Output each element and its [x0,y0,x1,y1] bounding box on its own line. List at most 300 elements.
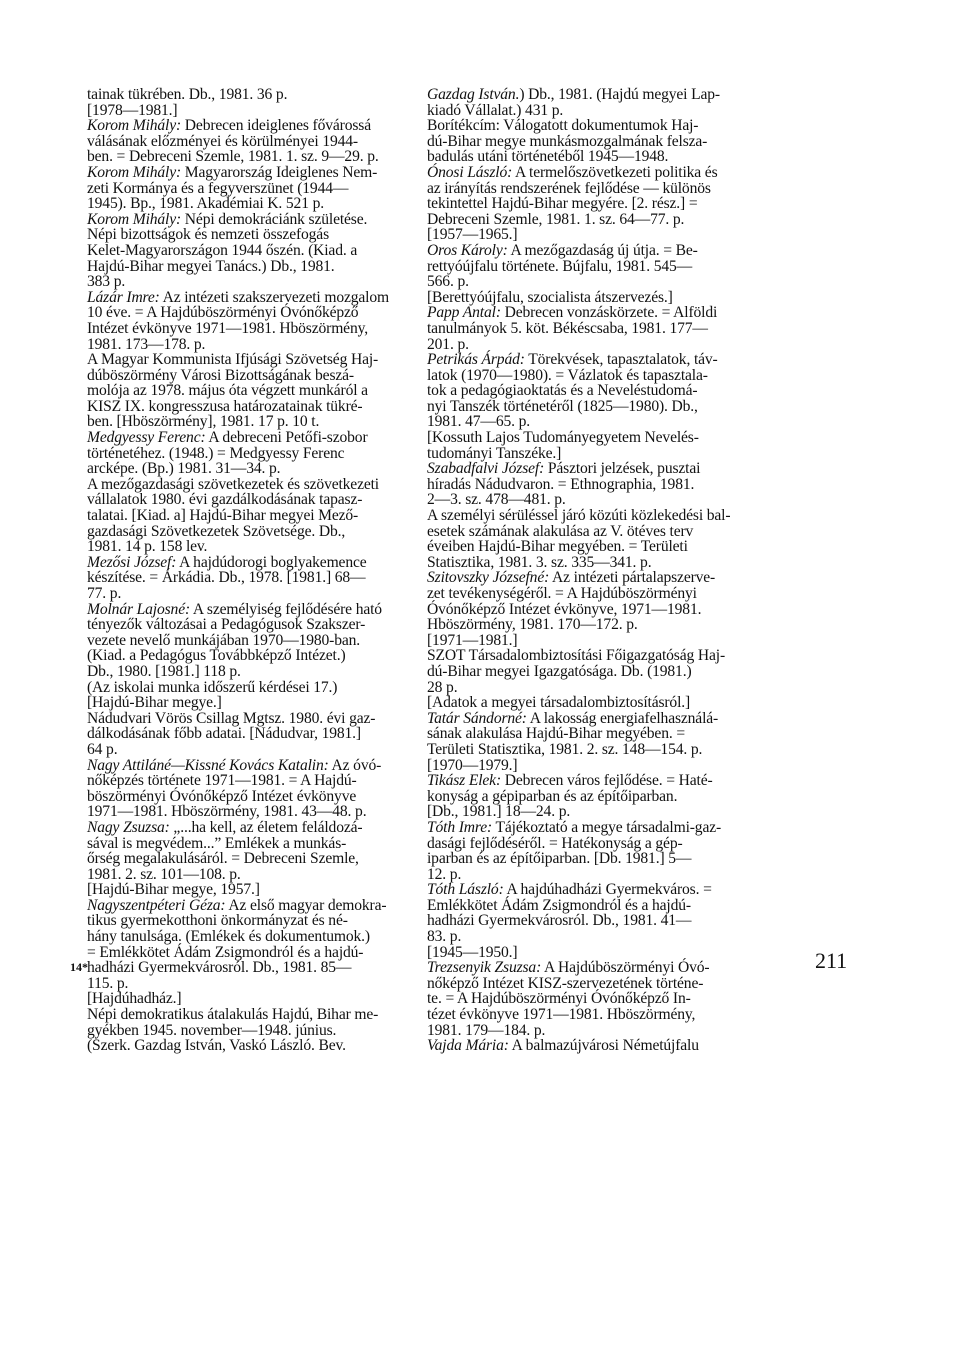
entry-text: (Szerk. Gazdag István, Vaskó László. Bev. [87,1037,346,1055]
bibliography-entry [427,882,765,960]
entry-text: Az első magyar demokra- [225,896,387,914]
entry-text: 64 p. [87,740,118,758]
entry-author: Tatár Sándorné: [427,709,527,727]
entry-line [87,195,425,213]
bibliography-entry [87,555,425,602]
entry-line [87,1006,425,1024]
entry-text: [1978—1981.] [87,101,178,119]
entry-text: 10 éve. = A Hajdúböszörményi Óvónőképző [87,304,359,322]
entry-line [427,413,765,431]
entry-line [87,600,425,618]
entry-author: Korom Mihály: [87,117,182,135]
entry-text: (Az iskolai munka időszerű kérdései 17.) [87,678,338,696]
entry-line [87,273,425,291]
entry-text: tok a pedagógiaoktatás és a Neveléstudomá- [427,382,698,400]
entry-line [427,241,765,259]
entry-line [427,335,765,353]
signature-mark: 14* [70,960,88,974]
entry-text: őrség megalakulásáról. = Debreceni Szemle, [87,850,359,868]
entry-text: Statisztika, 1981. 3. sz. 335—341. p. [427,553,652,571]
left-column [87,87,425,1054]
entry-text: 1981. 179—184. p. [427,1021,546,1039]
entry-text: [Berettyóújfalu, szocialista átszervezés.] [427,288,673,306]
entry-line [87,226,425,244]
entry-line [87,803,425,821]
entry-text: tainak tükrében. Db., 1981. 36 p. [87,86,288,103]
entry-text: Debrecen vonzáskörzete. = Alföldi [500,304,718,322]
bibliography-entry [87,118,425,165]
entry-line [427,382,765,400]
entry-line [427,850,765,868]
entry-line [87,351,425,369]
entry-text: [Hajdú-Bihar megye.] [87,694,222,712]
entry-line [427,865,765,883]
entry-text: A Magyar Kommunista Ifjúsági Szövetség Haj- [87,351,379,369]
entry-line [427,694,765,712]
right-column [427,87,765,1054]
entry-line [427,569,765,587]
entry-line [87,257,425,275]
entry-line [427,818,765,836]
entry-author: Tóth László: [427,881,504,899]
entry-text: 12. p. [427,865,462,883]
entry-line [427,226,765,244]
entry-line [427,725,765,743]
entry-text: molója az 1978. május óta végzett munkáról a [87,382,368,400]
entry-line [427,834,765,852]
entry-text: tikus gyermekotthoni önkormányzat és né- [87,912,348,930]
entry-text: tényezők változásai a Pedagógusok Szakszer- [87,616,366,634]
entry-line [87,569,425,587]
entry-line [427,1037,765,1055]
entry-line [87,444,425,462]
entry-text: ) Db., 1981. (Hajdú megyei Lap- [519,86,720,103]
entry-line [427,351,765,369]
entry-line [87,335,425,353]
entry-text: Az óvó- [328,756,382,774]
entry-line [87,179,425,197]
entry-line [87,834,425,852]
bibliography-entry [87,898,425,1007]
entry-line [87,818,425,836]
entry-text: 1981. 47—65. p. [427,413,531,431]
entry-line [87,631,425,649]
entry-text: nyi Tanszék történetéről (1825—1980). Db., [427,397,698,415]
entry-text: tanulmányok 5. köt. Békéscsaba, 1981. 177— [427,319,708,337]
entry-text: hány tanulsága. (Emlékek és dokumentumok.) [87,928,370,946]
entry-text: Nádudvari Vörös Csillag Mgtsz. 1980. évi gaz- [87,709,376,727]
entry-text: 1971—1981. Hböszörmény, 1981. 43—48. p. [87,803,367,821]
entry-text: tézet évkönyve 1971—1981. Hböszörmény, [427,1006,696,1024]
entry-line [427,210,765,228]
entry-author: Molnár Lajosné: [87,600,191,618]
entry-text: Törekvések, tapasztalatok, táv- [524,351,718,369]
entry-text: az irányítás rendszerének fejlődése — különös [427,179,711,197]
entry-line [87,491,425,509]
entry-line [87,694,425,712]
entry-text: dú-Bihar megyei Igazgatósága. Db. (1981.) [427,662,692,680]
entry-line [427,101,765,119]
entry-text: Az intézeti pártalapszerve- [549,569,716,587]
entry-line [427,195,765,213]
entry-line [87,709,425,727]
bibliography-entry [427,648,765,710]
entry-text: 1981. 14 p. 158 lev. [87,538,208,556]
entry-text: iparban és az építőiparban. [Db. 1981.] 5— [427,850,692,868]
entry-line [87,429,425,447]
entry-text: dú-Bihar megye munkásmozgalmának felsza- [427,132,708,150]
entry-author: Ónosi László: [427,163,513,181]
entry-line [427,616,765,634]
entry-line [427,273,765,291]
entry-text: [Kossuth Lajos Tudományegyetem Nevelés- [427,429,699,447]
entry-text: A személyi sérüléssel járó közúti közlekedési bal- [427,507,731,525]
entry-text: 201. p. [427,335,469,353]
entry-line [427,803,765,821]
entry-line [87,772,425,790]
entry-line [87,86,425,103]
bibliography-entry [87,758,425,820]
bibliography-entry [427,243,765,305]
entry-text: vezete nevelő munkájában 1970—1980-ban. [87,631,361,649]
entry-text: éveiben Hajdú-Bihar megyében. = Területi [427,538,688,556]
entry-text: [Hajdú-Bihar megye, 1957.] [87,881,260,899]
entry-text: Debreceni Szemle, 1981. 1. sz. 64—77. p. [427,210,685,228]
entry-line [427,990,765,1008]
entry-line [87,756,425,774]
entry-text: Népi demokráciánk születése. [181,210,368,228]
entry-line [427,678,765,696]
entry-text: arcképe. (Bp.) 1981. 31—34. p. [87,460,281,478]
bibliography-entry [427,461,765,508]
bibliography-entry [427,820,765,882]
entry-text: böszörményi Óvónőképző Intézet évkönyve [87,787,357,805]
entry-line [427,397,765,415]
entry-line [87,1021,425,1039]
entry-line [427,179,765,197]
entry-line [427,522,765,540]
entry-line [87,585,425,602]
entry-text: tekintettel Hajdú-Bihar megyére. [2. rész.] = [427,195,698,213]
entry-text: esetek számának alakulása az V. ötéves terv [427,522,694,540]
entry-text: [Db., 1981.] 18—24. p. [427,803,571,821]
entry-text: 2—3. sz. 478—481. p. [427,491,566,509]
entry-author: Vajda Mária: [427,1037,509,1055]
entry-line [87,616,425,634]
entry-text: híradás Nádudvaron. = Ethnographia, 1981. [427,475,695,493]
entry-text: talatai. [Kiad. a] Hajdú-Bihar megyei Mező- [87,507,359,525]
entry-author: Medgyessy Ferenc: [87,429,206,447]
entry-author: Nagy Attiláné—Kissné Kovács Katalin: [87,756,329,774]
entry-text: gyékben 1945. november—1948. június. [87,1021,337,1039]
entry-text: ben. [Hböszörmény], 1981. 17 p. 10 t. [87,413,320,431]
entry-line [427,117,765,135]
entry-line [87,740,425,758]
entry-line [87,553,425,571]
bibliography-entry [87,1007,425,1054]
entry-line [87,990,425,1008]
entry-text: latok (1970—1980). = Vázlatok és tapasztala- [427,366,708,384]
entry-author: Szabadfalvi József: [427,460,545,478]
entry-line [87,522,425,540]
entry-line [87,850,425,868]
entry-text: készítése. = Árkádia. Db., 1978. [1981.] 68— [87,569,366,587]
entry-text: = Emlékkötet Ádám Zsigmondról és a hajdú- [87,943,364,961]
entry-text: A hajdúhadházi Gyermekváros. = [503,881,712,899]
entry-text: 566. p. [427,273,469,291]
entry-line [87,647,425,665]
bibliography-entry [427,165,765,243]
entry-line [427,740,765,758]
entry-line [87,117,425,135]
bibliography-entry [87,212,425,290]
entry-text: A mezőgazdasági szövetkezetek és szövetkezeti [87,475,379,493]
entry-line [427,163,765,181]
entry-text: kiadó Vállalat.) 431 p. [427,101,564,119]
entry-text: A balmazújvárosi Németújfalu [508,1037,699,1055]
entry-text: válásának előzményei és körülményei 1944- [87,132,358,150]
entry-line [87,787,425,805]
entry-line [427,132,765,150]
entry-text: Borítékcím: Válogatott dokumentumok Haj- [427,117,699,135]
entry-line [87,304,425,322]
entry-line [87,881,425,899]
entry-line [87,475,425,493]
entry-text: A debreceni Petőfi-szobor [205,429,368,447]
entry-line [427,1021,765,1039]
entry-text: sával is megvédem...” Emlékek a munkás- [87,834,347,852]
entry-author: Gazdag István. [427,86,520,103]
bibliography-entry [87,820,425,898]
entry-author: Mezősi József: [87,553,177,571]
bibliography-entry [427,773,765,820]
bibliography-entry [87,290,425,352]
entry-text: hadházi Gyermekvárosról. Db., 1981. 85— [87,959,352,977]
entry-line [87,210,425,228]
entry-line [87,974,425,992]
entry-line [427,959,765,977]
entry-line [87,397,425,415]
entry-text: Hajdú-Bihar megyei Tanács.) Db., 1981. [87,257,335,275]
entry-line [427,928,765,946]
entry-line [427,943,765,961]
entry-line [87,319,425,337]
bibliography-entry [87,602,425,711]
entry-text: 77. p. [87,585,122,602]
page-number: 211 [815,948,848,973]
entry-text: konyság a gépiparban és az építőiparban. [427,787,678,805]
entry-line [87,148,425,166]
entry-line [427,631,765,649]
entry-line [427,585,765,602]
entry-line [427,304,765,322]
entry-text: nőképző Intézet KISZ-szervezetének történe- [427,974,704,992]
entry-line [87,943,425,961]
entry-text: Kelet-Magyarországon 1944 őszén. (Kiad. a [87,241,358,259]
entry-line [87,896,425,914]
entry-text: 115. p. [87,974,129,992]
entry-text: A személyiség fejlődésére ható [190,600,382,618]
entry-text: Magyarország Ideiglenes Nem- [181,163,378,181]
entry-text: Emlékkötet Ádám Zsigmondról és a hajdú- [427,896,691,914]
entry-line [427,507,765,525]
entry-text: [1971—1981.] [427,631,518,649]
entry-author: Petrikás Árpád: [427,351,525,369]
bibliography-entry [87,711,425,758]
entry-author: Tikász Elek: [427,772,501,790]
entry-text: [1970—1979.] [427,756,518,774]
entry-text: 1945). Bp., 1981. Akadémiai K. 521 p. [87,195,324,213]
entry-line [87,413,425,431]
entry-line [427,553,765,571]
entry-text: dasági fejlődéséről. = Hatékonyság a gép- [427,834,683,852]
bibliography-entry [427,570,765,648]
entry-text: dúböszörmény Városi Bizottságának beszá- [87,366,354,384]
entry-text: 1981. 173—178. p. [87,335,206,353]
entry-line [427,288,765,306]
entry-text: Tájékoztató a megye társadalmi-gaz- [492,818,722,836]
entry-author: Oros Károly: [427,241,508,259]
entry-text: Db., 1980. [1981.] 118 p. [87,662,241,680]
entry-line [427,475,765,493]
entry-line [427,257,765,275]
entry-line [427,896,765,914]
entry-line [427,460,765,478]
entry-text: Debrecen város fejlődése. = Haté- [501,772,713,790]
entry-line [87,288,425,306]
entry-author: Nagy Zsuzsa: [87,818,170,836]
entry-line [87,382,425,400]
entry-text: nőképzés története 1971—1981. = A Hajdú- [87,772,357,790]
bibliography-entry [427,305,765,352]
entry-author: Korom Mihály: [87,210,182,228]
entry-line [427,881,765,899]
entry-text: „...ha kell, az életem feláldozá- [169,818,363,836]
entry-text: te. = A Hajdúböszörményi Óvónőképző In- [427,990,691,1008]
entry-line [427,366,765,384]
entry-line [427,647,765,665]
entry-text: 383 p. [87,273,126,291]
entry-text: A lakosság energiafelhasználá- [526,709,719,727]
entry-text: ben. = Debreceni Szemle, 1981. 1. sz. 9—29. p. [87,148,379,166]
entry-line [427,600,765,618]
entry-line [427,429,765,447]
entry-text: Debrecen ideiglenes fővárossá [181,117,371,135]
bibliography-entry [427,352,765,461]
entry-line [87,928,425,946]
entry-text: A termelőszövetkezeti politika és [512,163,718,181]
entry-line [87,662,425,680]
entry-line [87,101,425,119]
entry-text: [1957—1965.] [427,226,518,244]
entry-line [87,865,425,883]
entry-text: [1945—1950.] [427,943,518,961]
entry-author: Lázár Imre: [87,288,160,306]
entry-text: Óvónőképző Intézet évkönyve, 1971—1981. [427,600,702,618]
entry-line [87,241,425,259]
entry-text: A mezőgazdaság új útja. = Be- [507,241,698,259]
entry-text: KISZ IX. kongresszusa határozatainak tükré- [87,397,363,415]
entry-text: Hböszörmény, 1981. 170—172. p. [427,616,638,634]
entry-text: vállalatok 1980. évi gazdálkodásának tapasz- [87,491,363,509]
entry-line [427,444,765,462]
entry-author: Tóth Imre: [427,818,493,836]
entry-line [427,662,765,680]
entry-text: zet tevékenységéről. = A Hajdúböszörményi [427,585,697,602]
entry-line [87,912,425,930]
entry-text: dálkodásának főbb adatai. [Nádudvar, 1981.] [87,725,361,743]
entry-text: Népi bizottságok és nemzeti összefogás [87,226,329,244]
entry-line [87,507,425,525]
entry-author: Nagyszentpéteri Géza: [87,896,226,914]
entry-line [427,319,765,337]
entry-line [427,538,765,556]
entry-text: A hajdúdorogi boglyakemence [176,553,367,571]
entry-line [87,460,425,478]
entry-line [87,1037,425,1055]
entry-line [427,86,765,103]
entry-line [427,709,765,727]
entry-line [87,959,425,977]
bibliography-entry [87,165,425,212]
entry-author: Korom Mihály: [87,163,182,181]
entry-line [87,678,425,696]
bibliography-entry [427,87,765,165]
bibliography-entry [87,352,425,430]
entry-line [427,756,765,774]
entry-line [427,491,765,509]
entry-text: zeti Kormánya és a fegyverszünet (1944— [87,179,349,197]
bibliography-entry [87,477,425,555]
bibliography-entry [427,711,765,773]
entry-line [427,1006,765,1024]
entry-line [87,725,425,743]
entry-text: 83. p. [427,928,462,946]
entry-text: rettyóújfalu története. Bújfalu, 1981. 545— [427,257,693,275]
entry-line [427,148,765,166]
entry-line [427,772,765,790]
entry-text: Pásztori jelzések, pusztai [544,460,701,478]
entry-line [87,538,425,556]
entry-text: 1981. 2. sz. 101—108. p. [87,865,241,883]
entry-line [427,974,765,992]
entry-line [87,163,425,181]
entry-text: Az intézeti szakszervezeti mozgalom [159,288,389,306]
entry-text: SZOT Társadalombiztosítási Főigazgatóság Haj- [427,647,725,665]
entry-text: [Adatok a megyei társadalombiztosításról.] [427,694,691,712]
entry-text: A Hajdúböszörményi Óvó- [541,959,710,977]
entry-text: (Kiad. a Pedagógus Továbbképző Intézet.) [87,647,346,665]
entry-text: 28 p. [427,678,458,696]
entry-text: gazdasági Szövetkezetek Szövetsége. Db., [87,522,346,540]
bibliography-entry [87,87,425,118]
entry-text: badulás utáni történetéből 1945—1948. [427,148,669,166]
entry-text: [Hajdúhadház.] [87,990,182,1008]
bibliography-entry [87,430,425,477]
entry-text: Intézet évkönyve 1971—1981. Hböszörmény, [87,319,368,337]
entry-author: Szitovszky Józsefné: [427,569,550,587]
bibliography-entry [427,508,765,570]
bibliography-entry [427,1038,765,1054]
entry-author: Papp Antal: [427,304,501,322]
entry-line [427,787,765,805]
entry-author: Trezsenyik Zsuzsa: [427,959,542,977]
entry-text: hadházi Gyermekvárosról. Db., 1981. 41— [427,912,692,930]
entry-text: Területi Statisztika, 1981. 2. sz. 148—154. p. [427,740,703,758]
entry-text: sának alakulása Hajdú-Bihar megyében. = [427,725,685,743]
bibliography-entry [427,960,765,1038]
entry-line [87,366,425,384]
